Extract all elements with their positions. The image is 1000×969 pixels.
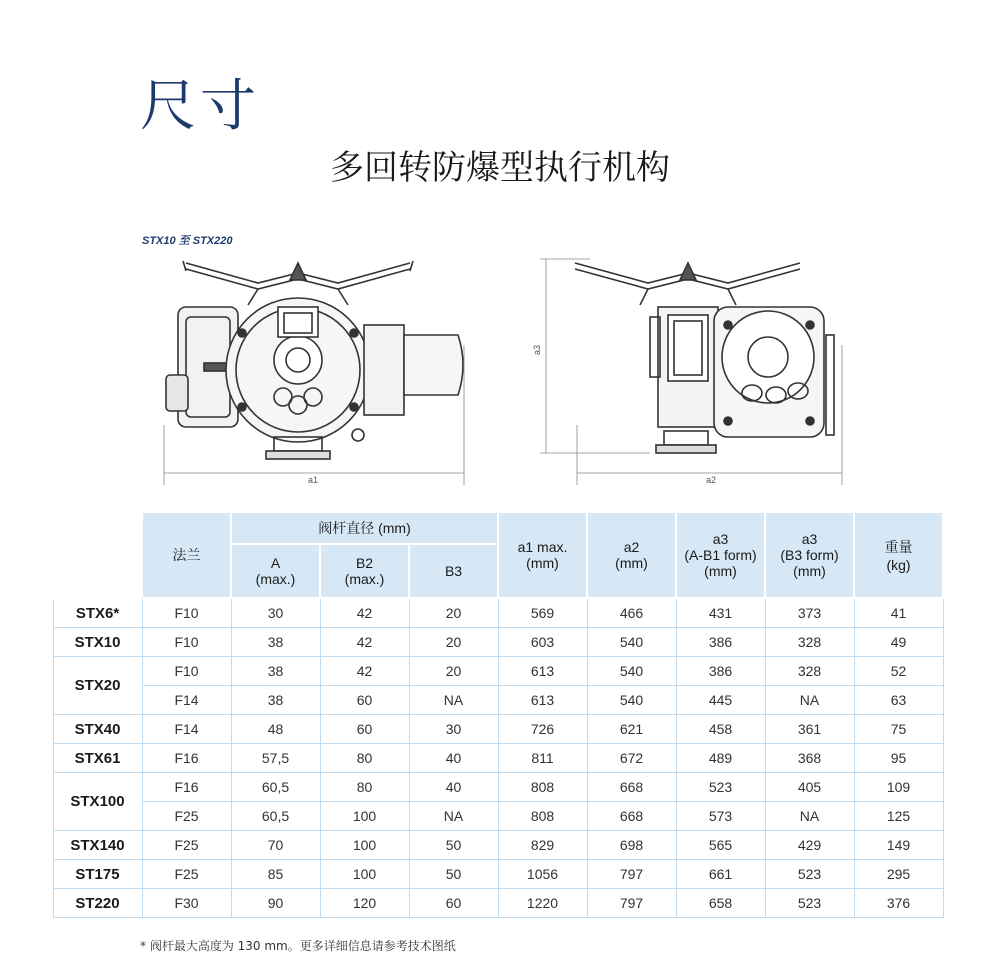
table-cell: 149 — [854, 831, 943, 860]
table-cell: 431 — [676, 598, 765, 628]
table-row — [53, 686, 943, 715]
table-cell: 20 — [409, 598, 498, 628]
table-cell: 50 — [409, 860, 498, 889]
table-body — [53, 598, 943, 918]
table-cell: 100 — [320, 802, 409, 831]
table-cell: 42 — [320, 628, 409, 657]
table-cell: 808 — [498, 773, 587, 802]
table-cell: 52 — [854, 657, 943, 686]
table-cell: 523 — [676, 773, 765, 802]
table-cell: NA — [765, 686, 854, 715]
table-cell: 613 — [498, 657, 587, 686]
table-cell: 90 — [231, 889, 320, 918]
table-cell: 540 — [587, 657, 676, 686]
table-cell: NA — [765, 802, 854, 831]
header-a-max: A (max.) — [231, 544, 320, 598]
header-stem-diameter: 阀杆直径 (mm) — [231, 512, 498, 544]
table-row — [53, 773, 943, 802]
table-cell: 70 — [231, 831, 320, 860]
table-cell: 48 — [231, 715, 320, 744]
table-cell: F10 — [142, 628, 231, 657]
table-cell: 573 — [676, 802, 765, 831]
header-a1: a1 max. (mm) — [498, 512, 587, 598]
model-cell: STX10 — [53, 628, 142, 657]
table-cell: 328 — [765, 628, 854, 657]
table-row — [53, 860, 943, 889]
actuator-front-view-drawing — [158, 245, 470, 495]
table-cell: 63 — [854, 686, 943, 715]
model-cell: STX6* — [53, 598, 142, 628]
model-cell: ST220 — [53, 889, 142, 918]
table-cell: 523 — [765, 860, 854, 889]
model-cell: STX140 — [53, 831, 142, 860]
table-cell: 672 — [587, 744, 676, 773]
header-b2-max: B2 (max.) — [320, 544, 409, 598]
table-cell: 57,5 — [231, 744, 320, 773]
actuator-side-view-drawing — [530, 245, 850, 495]
table-cell: 373 — [765, 598, 854, 628]
table-cell: 109 — [854, 773, 943, 802]
table-cell: 565 — [676, 831, 765, 860]
table-cell: NA — [409, 802, 498, 831]
table-cell: F30 — [142, 889, 231, 918]
table-cell: 658 — [676, 889, 765, 918]
table-cell: 603 — [498, 628, 587, 657]
table-cell: 368 — [765, 744, 854, 773]
page-subtitle: 多回转防爆型执行机构 — [330, 148, 670, 188]
header-blank-cell — [53, 512, 142, 598]
dimension-a2-label: a2 — [706, 475, 717, 485]
table-cell: 42 — [320, 657, 409, 686]
table-cell: 38 — [231, 657, 320, 686]
table-cell: 808 — [498, 802, 587, 831]
table-cell: 50 — [409, 831, 498, 860]
table-cell: NA — [409, 686, 498, 715]
table-row — [53, 831, 943, 860]
table-cell: 40 — [409, 773, 498, 802]
dimension-a1-label: a1 — [308, 475, 319, 485]
table-cell: 1056 — [498, 860, 587, 889]
table-cell: 30 — [231, 598, 320, 628]
header-flange: 法兰 — [142, 512, 231, 598]
table-cell: 668 — [587, 773, 676, 802]
table-cell: 38 — [231, 686, 320, 715]
table-cell: F16 — [142, 744, 231, 773]
table-row — [53, 628, 943, 657]
header-a3-b3: a3 (B3 form) (mm) — [765, 512, 854, 598]
table-cell: 60,5 — [231, 802, 320, 831]
table-cell: 523 — [765, 889, 854, 918]
table-cell: 85 — [231, 860, 320, 889]
table-cell: 668 — [587, 802, 676, 831]
table-cell: 540 — [587, 628, 676, 657]
table-cell: 613 — [498, 686, 587, 715]
table-cell: 295 — [854, 860, 943, 889]
table-cell: 797 — [587, 860, 676, 889]
model-cell: STX20 — [53, 657, 142, 715]
table-cell: 60,5 — [231, 773, 320, 802]
table-row — [53, 657, 943, 686]
dimension-a3-label: a3 — [532, 344, 542, 355]
table-cell: 38 — [231, 628, 320, 657]
header-b3: B3 — [409, 544, 498, 598]
table-cell: 60 — [409, 889, 498, 918]
table-cell: 726 — [498, 715, 587, 744]
table-cell: 797 — [587, 889, 676, 918]
model-cell: ST175 — [53, 860, 142, 889]
table-cell: 621 — [587, 715, 676, 744]
table-cell: 489 — [676, 744, 765, 773]
table-row — [53, 889, 943, 918]
table-cell: 120 — [320, 889, 409, 918]
header-a3-ab1: a3 (A-B1 form) (mm) — [676, 512, 765, 598]
table-row — [53, 802, 943, 831]
table-cell: 60 — [320, 715, 409, 744]
table-cell: 429 — [765, 831, 854, 860]
table-cell: 540 — [587, 686, 676, 715]
table-cell: 20 — [409, 657, 498, 686]
table-cell: 405 — [765, 773, 854, 802]
table-cell: 125 — [854, 802, 943, 831]
model-cell: STX40 — [53, 715, 142, 744]
page-title: 尺寸 — [140, 74, 260, 139]
model-cell: STX100 — [53, 773, 142, 831]
table-cell: 30 — [409, 715, 498, 744]
table-cell: 80 — [320, 773, 409, 802]
table-cell: 100 — [320, 860, 409, 889]
table-cell: 80 — [320, 744, 409, 773]
table-cell: 42 — [320, 598, 409, 628]
table-cell: F14 — [142, 686, 231, 715]
dimension-table — [52, 511, 944, 918]
table-cell: 40 — [409, 744, 498, 773]
table-cell: F14 — [142, 715, 231, 744]
table-cell: 20 — [409, 628, 498, 657]
table-cell: F25 — [142, 831, 231, 860]
table-cell: 328 — [765, 657, 854, 686]
table-cell: 661 — [676, 860, 765, 889]
table-cell: 458 — [676, 715, 765, 744]
table-row — [53, 715, 943, 744]
table-cell: F10 — [142, 598, 231, 628]
table-cell: F25 — [142, 802, 231, 831]
table-cell: 386 — [676, 657, 765, 686]
table-row — [53, 598, 943, 628]
footnote: * 阀杆最大高度为 130 mm。更多详细信息请参考技术图纸 — [140, 939, 456, 953]
table-cell: 376 — [854, 889, 943, 918]
header-weight: 重量 (kg) — [854, 512, 943, 598]
model-cell: STX61 — [53, 744, 142, 773]
table-cell: 361 — [765, 715, 854, 744]
table-cell: 100 — [320, 831, 409, 860]
table-cell: 75 — [854, 715, 943, 744]
table-cell: 466 — [587, 598, 676, 628]
table-cell: 1220 — [498, 889, 587, 918]
table-cell: 95 — [854, 744, 943, 773]
table-cell: 41 — [854, 598, 943, 628]
table-cell: F10 — [142, 657, 231, 686]
table-cell: 386 — [676, 628, 765, 657]
header-a2: a2 (mm) — [587, 512, 676, 598]
table-cell: 49 — [854, 628, 943, 657]
table-cell: 60 — [320, 686, 409, 715]
table-cell: 811 — [498, 744, 587, 773]
table-cell: 569 — [498, 598, 587, 628]
table-cell: 698 — [587, 831, 676, 860]
table-cell: F25 — [142, 860, 231, 889]
table-cell: 445 — [676, 686, 765, 715]
table-row — [53, 744, 943, 773]
table-cell: F16 — [142, 773, 231, 802]
table-cell: 829 — [498, 831, 587, 860]
figure-label: STX10 至 STX220 — [142, 235, 233, 247]
